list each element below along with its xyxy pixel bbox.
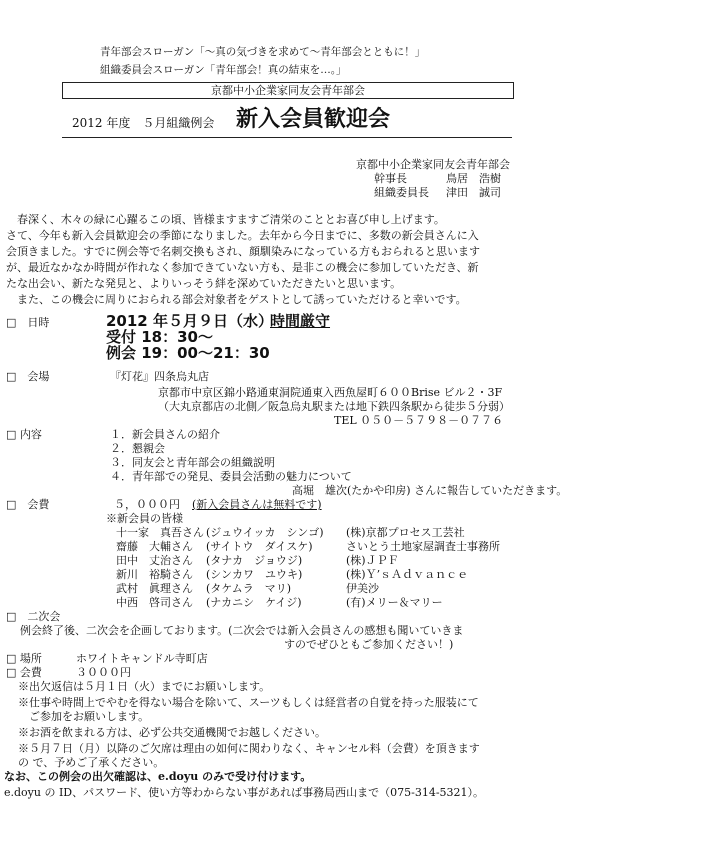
greeting-line: が、最近なかなか時間が作れなく参加できていない方も、是非この機会に参加していただき、新 — [6, 261, 479, 274]
note-line: ※お酒を飲まれる方は、必ず公共交通機関でお越しください。 — [18, 726, 326, 739]
note-line: ※出欠返信は５月１日（火）までにお願いします。 — [18, 680, 271, 693]
content-item: １．新会員さんの紹介 — [110, 428, 220, 441]
venue-tel: TEL ０５０－５７９８－０７７６ — [334, 414, 504, 427]
note-line: ※５月７日（月）以降のご欠席は理由の如何に関わりなく、キャンセル料（会費）を頂きます — [18, 742, 480, 755]
second-party-text: すのでぜひともご参加ください！) — [284, 638, 454, 651]
member-company: (株)ＪＰＦ — [346, 554, 399, 567]
youth-slogan: 青年部会スローガン「～真の気づきを求めて～青年部会とともに！」 — [100, 46, 426, 58]
venue-name: 『灯花』四条烏丸店 — [110, 370, 209, 383]
contact-note: e.doyu の ID、パスワード、使い方等わからない事があれば事務局西山まで（075-314-5321）。 — [4, 786, 485, 799]
organizer-role-2: 組織委員長 — [374, 186, 429, 199]
member-kana: (シンカワ ユウキ) — [206, 568, 303, 581]
member-kana: (ジュウイッカ シンゴ) — [206, 526, 324, 539]
member-kana: (ナカニシ ケイジ) — [206, 596, 302, 609]
content-label: □ 内容 — [6, 428, 42, 441]
content-item: ３．同友会と青年部会の組織説明 — [110, 456, 275, 469]
rsvp-note: なお、この例会の出欠確認は、e.doyu のみで受け付けます。 — [4, 770, 312, 783]
note-line: ご参加をお願いします。 — [18, 710, 150, 723]
member-kana: (サイトウ ダイスケ) — [206, 540, 313, 553]
greeting-line: また、この機会に周りにおられる部会対象者をゲストとして誘っていただけると幸いです。 — [6, 293, 467, 306]
second-party-label: □ 二次会 — [6, 610, 61, 623]
member-name: 齋藤 大輔さん — [116, 540, 193, 553]
reporter: 高堀 雄次(たかや印房) さんに報告していただきます。 — [292, 484, 568, 497]
meeting-time: 例会 19：00～21：30 — [106, 344, 270, 362]
venue-address: 京都市中京区錦小路通東洞院通東入西魚屋町６００Brise ビル２・3F — [158, 386, 503, 399]
fee-label: □ 会費 — [6, 498, 50, 511]
date-label: □ 日時 — [6, 316, 50, 329]
member-name: 田中 丈治さん — [116, 554, 193, 567]
organizer-role-1: 幹事長 — [374, 172, 407, 185]
content-item: ４．青年部での発見、委員会活動の魅力について — [110, 470, 352, 483]
strict-time-note: 時間厳守 — [270, 312, 331, 330]
committee-slogan: 組織委員会スローガン「青年部会！真の結束を…。」 — [100, 64, 347, 76]
member-name: 新川 裕騎さん — [116, 568, 193, 581]
content-item: ２．懇親会 — [110, 442, 165, 455]
member-company: (株)Ｙ’ｓＡｄｖａｎｃｅ — [346, 568, 469, 581]
member-kana: (タナカ ジョウジ) — [206, 554, 303, 567]
reception-time: 受付 18：30～ — [106, 328, 213, 346]
free-note: (新入会員さんは無料です) — [192, 498, 322, 511]
fee-amount: ５，０００円 — [114, 498, 180, 511]
second-party-fee-label: □ 会費 — [6, 666, 42, 679]
organization-header-box: 京都中小企業家同友会青年部会 — [62, 82, 514, 99]
note-line: の で、予めご了承ください。 — [18, 756, 165, 769]
second-party-fee: ３０００円 — [76, 666, 131, 679]
member-company: (有)メリー＆マリー — [346, 596, 443, 609]
greeting-line: 会頂きました。すでに例会等で名刺交換もされ、顔馴染みになっている方もおられると思います — [6, 245, 480, 258]
member-name: 十一家 真吾さん — [116, 526, 204, 539]
organizer-name-1: 鳥居 浩樹 — [446, 172, 501, 185]
member-name: 中西 啓司さん — [116, 596, 193, 609]
event-date: 2012 年５月９日（水） — [106, 312, 273, 330]
organizer-org: 京都中小企業家同友会青年部会 — [356, 158, 510, 171]
member-name: 武村 眞理さん — [116, 582, 193, 595]
member-company: さいとう土地家屋調査士事務所 — [346, 540, 500, 553]
event-label: 2012 年度 ５月組織例会 — [72, 116, 215, 130]
greeting-line: たな出会い、新たな発見と、よりいっそう絆を深めていただきたいと思います。 — [6, 277, 402, 290]
venue-label: □ 会場 — [6, 370, 50, 383]
member-kana: (タケムラ マリ) — [206, 582, 292, 595]
second-party-place-label: □ 場所 — [6, 652, 42, 665]
members-title: ※新会員の皆様 — [106, 512, 183, 525]
member-company: (株)京都プロセス工芸社 — [346, 526, 465, 539]
greeting-line: さて、今年も新入会員歓迎会の季節になりました。去年から今日までに、多数の新会員さんに入 — [6, 229, 479, 242]
organizer-name-2: 津田 誠司 — [446, 186, 501, 199]
page-title: 新入会員歓迎会 — [236, 107, 391, 132]
venue-access: （大丸京都店の北側／阪急烏丸駅または地下鉄四条駅から徒歩５分弱） — [158, 400, 510, 413]
member-company: 伊美沙 — [346, 582, 379, 595]
second-party-text: 例会終了後、二次会を企画しております。(二次会では新入会員さんの感想も聞いていきま — [20, 624, 464, 637]
note-line: ※仕事や時間上でやむを得ない場合を除いて、スーツもしくは経営者の自覚を持った服装にて — [18, 696, 479, 709]
greeting-line: 春深く、木々の緑に心躍るこの頃、皆様ますますご清栄のこととお喜び申し上げます。 — [6, 213, 445, 226]
second-party-place: ホワイトキャンドル寺町店 — [76, 652, 208, 665]
